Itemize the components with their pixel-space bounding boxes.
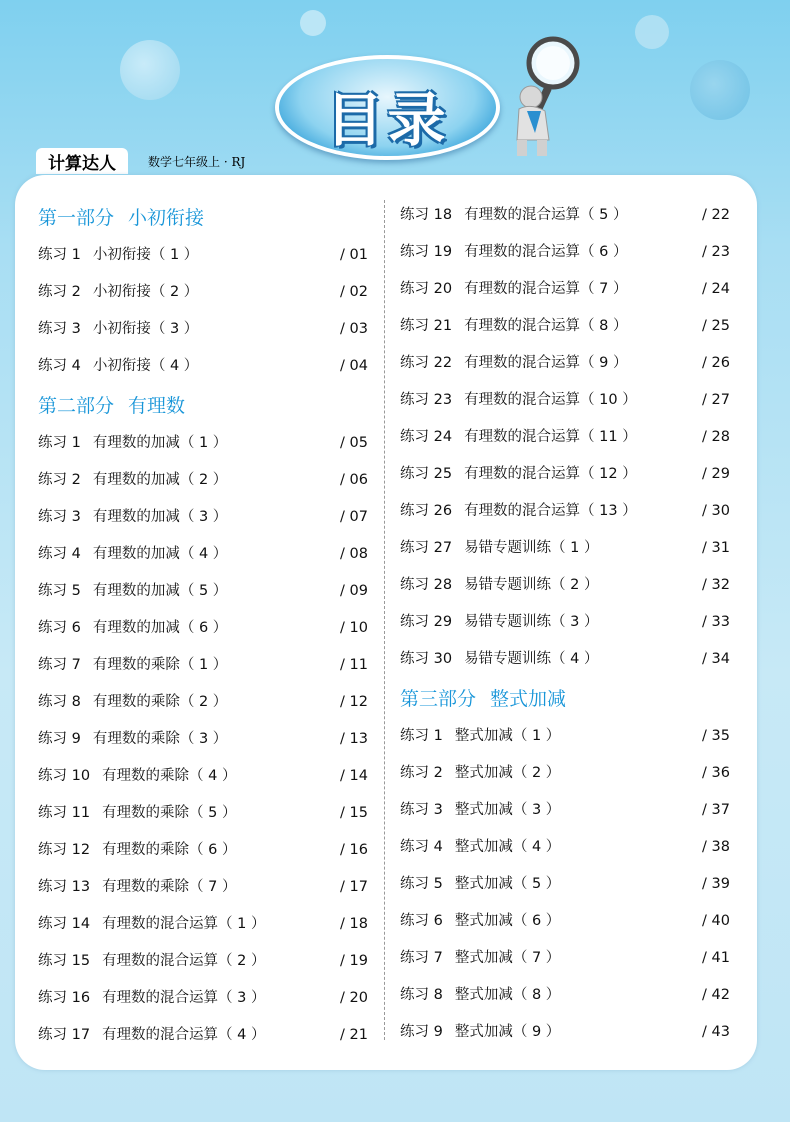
exercise-number: 练习 5 [38, 583, 81, 599]
exercise-number: 练习 13 [38, 879, 91, 895]
series-label-tab [36, 148, 128, 174]
toc-entry[interactable] [400, 607, 730, 644]
exercise-number: 练习 22 [400, 355, 453, 371]
toc-entry[interactable] [38, 314, 368, 351]
toc-entry[interactable] [38, 761, 368, 798]
toc-entry[interactable] [400, 385, 730, 422]
exercise-title: 小初衔接（ 4 ） [92, 358, 199, 374]
toc-column-left [38, 200, 368, 1057]
exercise-title: 有理数的加减（ 3 ） [92, 509, 228, 525]
page-number: / 43 [702, 1024, 730, 1040]
exercise-title: 有理数的加减（ 1 ） [92, 435, 228, 451]
section-part: 第三部分 [400, 688, 477, 710]
page-number: / 07 [340, 509, 368, 525]
exercise-title: 有理数的乘除（ 4 ） [102, 768, 237, 784]
toc-entry[interactable] [400, 832, 730, 869]
exercise-number: 练习 24 [400, 429, 453, 445]
exercise-title: 有理数的混合运算（ 13 ） [464, 503, 637, 519]
toc-entry[interactable] [38, 724, 368, 761]
toc-entry[interactable] [400, 570, 730, 607]
section-heading [400, 685, 730, 713]
toc-entry[interactable] [400, 200, 730, 237]
toc-entry[interactable] [38, 798, 368, 835]
toc-entry[interactable] [38, 465, 368, 502]
toc-entry[interactable] [400, 869, 730, 906]
exercise-number: 练习 1 [38, 247, 81, 263]
column-divider [384, 200, 385, 1040]
exercise-title: 整式加减（ 5 ） [454, 876, 561, 892]
exercise-number: 练习 1 [400, 728, 443, 744]
toc-entry[interactable] [38, 351, 368, 388]
toc-entry[interactable] [400, 644, 730, 681]
exercise-number: 练习 29 [400, 614, 453, 630]
page-number: / 42 [702, 987, 730, 1003]
exercise-title: 有理数的混合运算（ 9 ） [464, 355, 628, 371]
toc-entry[interactable] [400, 758, 730, 795]
exercise-title: 整式加减（ 2 ） [454, 765, 561, 781]
toc-entry[interactable] [38, 650, 368, 687]
toc-entry[interactable] [38, 428, 368, 465]
page-number: / 41 [702, 950, 730, 966]
exercise-title: 有理数的加减（ 4 ） [92, 546, 228, 562]
exercise-number: 练习 3 [400, 802, 443, 818]
exercise-title: 整式加减（ 6 ） [454, 913, 561, 929]
toc-entry[interactable] [400, 795, 730, 832]
page-number: / 04 [340, 358, 368, 374]
exercise-number: 练习 6 [400, 913, 443, 929]
exercise-number: 练习 18 [400, 207, 453, 223]
toc-entry[interactable] [400, 237, 730, 274]
toc-entry[interactable] [38, 687, 368, 724]
toc-entry[interactable] [400, 1017, 730, 1054]
exercise-title: 易错专题训练（ 2 ） [464, 577, 599, 593]
page-number: / 12 [340, 694, 368, 710]
page-number: / 13 [340, 731, 368, 747]
toc-entry[interactable] [38, 539, 368, 576]
exercise-number: 练习 20 [400, 281, 453, 297]
exercise-title: 有理数的混合运算（ 7 ） [464, 281, 628, 297]
exercise-title: 有理数的混合运算（ 12 ） [464, 466, 637, 482]
page-number: / 06 [340, 472, 368, 488]
exercise-title: 有理数的混合运算（ 6 ） [464, 244, 628, 260]
series-name: 计算达人 [48, 153, 116, 174]
page-number: / 40 [702, 913, 730, 929]
exercise-title: 小初衔接（ 3 ） [92, 321, 199, 337]
page-number: / 16 [340, 842, 368, 858]
toc-entry[interactable] [400, 721, 730, 758]
decorative-bubble [120, 40, 180, 100]
exercise-title: 有理数的乘除（ 7 ） [102, 879, 237, 895]
exercise-number: 练习 4 [400, 839, 443, 855]
page-number: / 01 [340, 247, 368, 263]
section-part: 第二部分 [38, 395, 115, 417]
section-heading [38, 204, 368, 232]
page-number: / 15 [340, 805, 368, 821]
page-number: / 17 [340, 879, 368, 895]
page-number: / 05 [340, 435, 368, 451]
page-number: / 22 [702, 207, 730, 223]
page-number: / 19 [340, 953, 368, 969]
exercise-title: 有理数的混合运算（ 4 ） [102, 1027, 266, 1043]
exercise-title: 小初衔接（ 2 ） [92, 284, 199, 300]
exercise-title: 有理数的混合运算（ 11 ） [464, 429, 637, 445]
toc-entry[interactable] [400, 943, 730, 980]
page-number: / 09 [340, 583, 368, 599]
page-number: / 24 [702, 281, 730, 297]
exercise-number: 练习 6 [38, 620, 81, 636]
exercise-number: 练习 27 [400, 540, 453, 556]
exercise-number: 练习 25 [400, 466, 453, 482]
exercise-number: 练习 14 [38, 916, 91, 932]
page-title: 目录 [325, 86, 450, 154]
exercise-title: 有理数的混合运算（ 8 ） [464, 318, 628, 334]
exercise-number: 练习 8 [38, 694, 81, 710]
exercise-number: 练习 10 [38, 768, 91, 784]
exercise-title: 有理数的混合运算（ 2 ） [102, 953, 266, 969]
toc-entry[interactable] [400, 980, 730, 1017]
exercise-number: 练习 17 [38, 1027, 91, 1043]
exercise-title: 小初衔接（ 1 ） [92, 247, 199, 263]
page-number: / 27 [702, 392, 730, 408]
exercise-title: 有理数的乘除（ 1 ） [92, 657, 228, 673]
exercise-title: 整式加减（ 8 ） [454, 987, 561, 1003]
exercise-number: 练习 26 [400, 503, 453, 519]
exercise-number: 练习 16 [38, 990, 91, 1006]
page-number: / 34 [702, 651, 730, 667]
section-name: 小初衔接 [128, 207, 205, 229]
exercise-number: 练习 3 [38, 321, 81, 337]
page-number: / 11 [340, 657, 368, 673]
page-number: / 25 [702, 318, 730, 334]
section-heading [38, 392, 368, 420]
exercise-title: 整式加减（ 9 ） [454, 1024, 561, 1040]
series-subtitle: 数学七年级上 · RJ [148, 155, 246, 169]
page-number: / 21 [340, 1027, 368, 1043]
toc-entry[interactable] [38, 502, 368, 539]
exercise-title: 有理数的混合运算（ 5 ） [464, 207, 628, 223]
page-number: / 31 [702, 540, 730, 556]
page-number: / 23 [702, 244, 730, 260]
exercise-number: 练习 19 [400, 244, 453, 260]
exercise-number: 练习 7 [400, 950, 443, 966]
page-title-badge [275, 55, 500, 160]
toc-entry[interactable] [38, 872, 368, 909]
exercise-number: 练习 21 [400, 318, 453, 334]
exercise-title: 易错专题训练（ 1 ） [464, 540, 599, 556]
exercise-number: 练习 2 [400, 765, 443, 781]
exercise-number: 练习 9 [38, 731, 81, 747]
exercise-title: 有理数的乘除（ 5 ） [102, 805, 237, 821]
exercise-title: 整式加减（ 1 ） [454, 728, 561, 744]
exercise-number: 练习 7 [38, 657, 81, 673]
toc-entry[interactable] [38, 576, 368, 613]
decorative-bubble [635, 15, 669, 49]
page-number: / 18 [340, 916, 368, 932]
page-number: / 38 [702, 839, 730, 855]
toc-entry[interactable] [38, 240, 368, 277]
page-number: / 08 [340, 546, 368, 562]
toc-entry[interactable] [38, 983, 368, 1020]
exercise-number: 练习 11 [38, 805, 91, 821]
exercise-title: 易错专题训练（ 3 ） [464, 614, 599, 630]
exercise-title: 有理数的混合运算（ 1 ） [102, 916, 266, 932]
page-number: / 30 [702, 503, 730, 519]
exercise-title: 有理数的加减（ 2 ） [92, 472, 228, 488]
section-name: 整式加减 [490, 688, 567, 710]
page-number: / 14 [340, 768, 368, 784]
exercise-number: 练习 8 [400, 987, 443, 1003]
exercise-number: 练习 2 [38, 284, 81, 300]
page-number: / 32 [702, 577, 730, 593]
exercise-number: 练习 3 [38, 509, 81, 525]
exercise-number: 练习 1 [38, 435, 81, 451]
page-number: / 39 [702, 876, 730, 892]
page-number: / 28 [702, 429, 730, 445]
toc-entry[interactable] [38, 946, 368, 983]
exercise-title: 整式加减（ 3 ） [454, 802, 561, 818]
toc-column-right [400, 200, 730, 1054]
exercise-number: 练习 23 [400, 392, 453, 408]
exercise-number: 练习 9 [400, 1024, 443, 1040]
exercise-number: 练习 30 [400, 651, 453, 667]
decorative-bubble [690, 60, 750, 120]
exercise-title: 整式加减（ 7 ） [454, 950, 561, 966]
toc-entry[interactable] [38, 1020, 368, 1057]
toc-entry[interactable] [400, 274, 730, 311]
toc-entry[interactable] [400, 311, 730, 348]
exercise-title: 有理数的乘除（ 3 ） [92, 731, 228, 747]
toc-entry[interactable] [400, 459, 730, 496]
exercise-number: 练习 5 [400, 876, 443, 892]
exercise-title: 整式加减（ 4 ） [454, 839, 561, 855]
toc-entry[interactable] [38, 277, 368, 314]
page-number: / 35 [702, 728, 730, 744]
toc-entry[interactable] [400, 348, 730, 385]
page-number: / 33 [702, 614, 730, 630]
exercise-number: 练习 4 [38, 546, 81, 562]
section-part: 第一部分 [38, 207, 115, 229]
exercise-title: 有理数的乘除（ 2 ） [92, 694, 228, 710]
page-number: / 37 [702, 802, 730, 818]
exercise-number: 练习 2 [38, 472, 81, 488]
page-number: / 10 [340, 620, 368, 636]
exercise-number: 练习 15 [38, 953, 91, 969]
exercise-title: 有理数的混合运算（ 3 ） [102, 990, 266, 1006]
toc-entry[interactable] [400, 533, 730, 570]
page-number: / 26 [702, 355, 730, 371]
page-number: / 36 [702, 765, 730, 781]
toc-entry[interactable] [38, 613, 368, 650]
exercise-title: 有理数的加减（ 5 ） [92, 583, 228, 599]
exercise-title: 有理数的混合运算（ 10 ） [464, 392, 637, 408]
page-number: / 02 [340, 284, 368, 300]
exercise-number: 练习 12 [38, 842, 91, 858]
exercise-number: 练习 4 [38, 358, 81, 374]
page-number: / 29 [702, 466, 730, 482]
toc-entry[interactable] [400, 906, 730, 943]
section-name: 有理数 [128, 395, 186, 417]
decorative-bubble [300, 10, 326, 36]
toc-entry[interactable] [400, 496, 730, 533]
exercise-number: 练习 28 [400, 577, 453, 593]
exercise-title: 易错专题训练（ 4 ） [464, 651, 599, 667]
magnifier-mascot-icon [505, 35, 590, 160]
toc-entry[interactable] [38, 909, 368, 946]
toc-entry[interactable] [38, 835, 368, 872]
page-number: / 20 [340, 990, 368, 1006]
page-number: / 03 [340, 321, 368, 337]
exercise-title: 有理数的加减（ 6 ） [92, 620, 228, 636]
exercise-title: 有理数的乘除（ 6 ） [102, 842, 237, 858]
toc-entry[interactable] [400, 422, 730, 459]
